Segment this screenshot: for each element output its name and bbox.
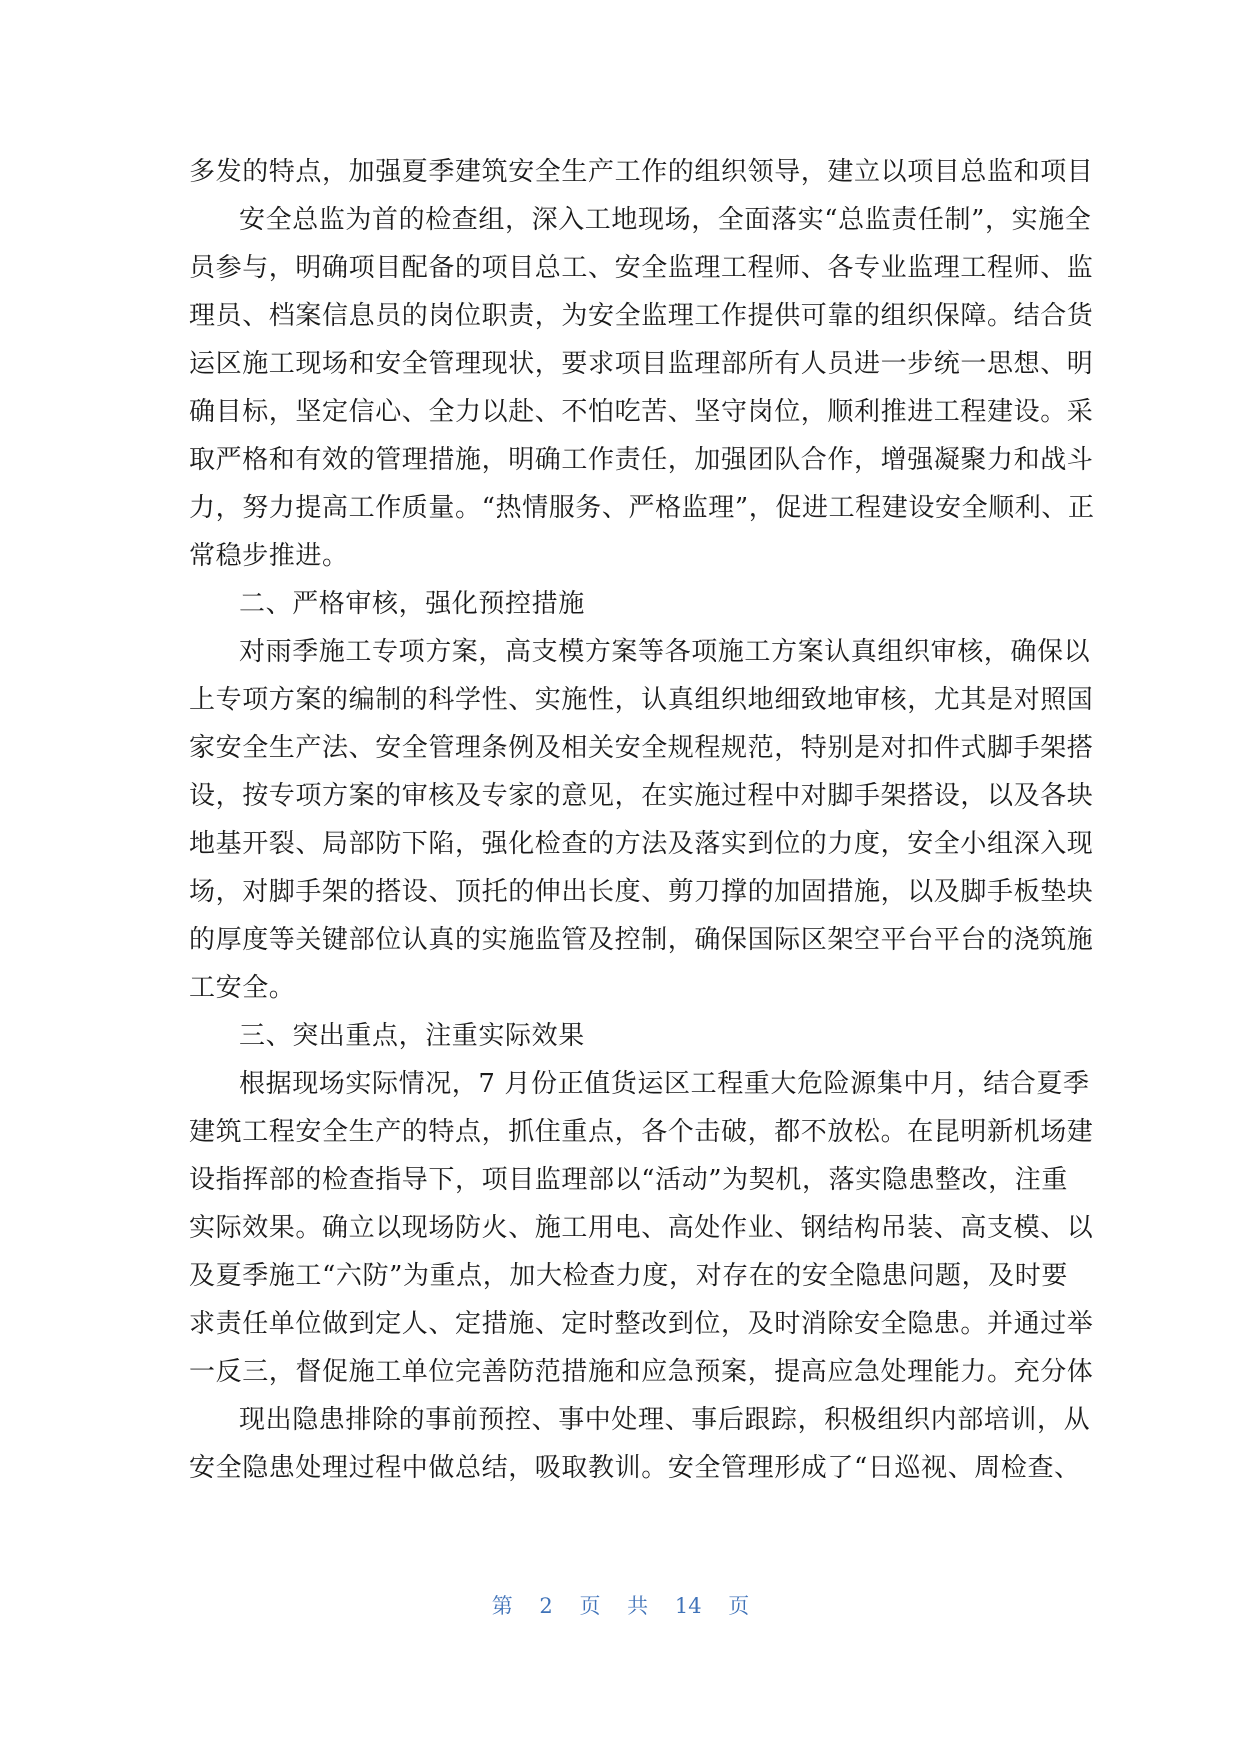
footer-page-number: 2 — [539, 1594, 553, 1618]
text-line: 员参与，明确项目配备的项目总工、安全监理工程师、各专业监理工程师、监 — [189, 253, 1094, 283]
text-line: 取严格和有效的管理措施，明确工作责任，加强团队合作，增强凝聚力和战斗 — [189, 445, 1094, 475]
text-line: 理员、档案信息员的岗位职责，为安全监理工作提供可靠的组织保障。结合货 — [189, 301, 1094, 331]
text-line: 工安全。 — [189, 973, 296, 1003]
footer-total-pages: 14 — [674, 1594, 702, 1618]
text-line: 求责任单位做到定人、定措施、定时整改到位，及时消除安全隐患。并通过举 — [189, 1309, 1094, 1339]
footer-ye2: 页 — [728, 1594, 750, 1618]
text-line: 根据现场实际情况，7 月份正值货运区工程重大危险源集中月，结合夏季 — [239, 1069, 1090, 1099]
section-heading: 三、突出重点，注重实际效果 — [239, 1021, 585, 1051]
text-line: 确目标，坚定信心、全力以赴、不怕吃苦、坚守岗位，顺利推进工程建设。采 — [189, 397, 1094, 427]
text-line: 上专项方案的编制的科学性、实施性，认真组织地细致地审核，尤其是对照国 — [189, 685, 1094, 715]
text-line: 对雨季施工专项方案，高支模方案等各项施工方案认真组织审核，确保以 — [239, 637, 1091, 667]
text-line: 一反三，督促施工单位完善防范措施和应急预案，提高应急处理能力。充分体 — [189, 1357, 1094, 1387]
text-line: 实际效果。确立以现场防火、施工用电、高处作业、钢结构吊装、高支模、以 — [189, 1213, 1094, 1243]
footer-ye: 页 — [579, 1594, 601, 1618]
page-footer — [0, 1590, 1241, 1620]
text-line: 场，对脚手架的搭设、顶托的伸出长度、剪刀撑的加固措施，以及脚手板垫块 — [189, 877, 1094, 907]
text-line: 运区施工现场和安全管理现状，要求项目监理部所有人员进一步统一思想、明 — [189, 349, 1094, 379]
text-line: 及夏季施工“六防”为重点，加大检查力度，对存在的安全隐患问题，及时要 — [189, 1261, 1068, 1291]
text-line: 多发的特点，加强夏季建筑安全生产工作的组织领导，建立以项目总监和项目 — [189, 157, 1094, 187]
text-line: 设指挥部的检查指导下，项目监理部以“活动”为契机，落实隐患整改，注重 — [189, 1165, 1068, 1195]
text-line: 现出隐患排除的事前预控、事中处理、事后跟踪，积极组织内部培训，从 — [239, 1405, 1091, 1435]
text-line: 建筑工程安全生产的特点，抓住重点，各个击破，都不放松。在昆明新机场建 — [189, 1117, 1094, 1147]
footer-di: 第 — [491, 1594, 513, 1618]
text-line: 的厚度等关键部位认真的实施监管及控制，确保国际区架空平台平台的浇筑施 — [189, 925, 1094, 955]
text-line: 设，按专项方案的审核及专家的意见，在实施过程中对脚手架搭设，以及各块 — [189, 781, 1094, 811]
footer-gong: 共 — [627, 1594, 649, 1618]
text-line: 地基开裂、局部防下陷，强化检查的方法及落实到位的力度，安全小组深入现 — [189, 829, 1094, 859]
text-line: 家安全生产法、安全管理条例及相关安全规程规范，特别是对扣件式脚手架搭 — [189, 733, 1094, 763]
text-line: 安全隐患处理过程中做总结，吸取教训。安全管理形成了“日巡视、周检查、 — [189, 1453, 1081, 1483]
text-line: 安全总监为首的检查组，深入工地现场，全面落实“总监责任制”，实施全 — [239, 205, 1092, 235]
text-line: 常稳步推进。 — [189, 541, 349, 571]
text-line: 力，努力提高工作质量。“热情服务、严格监理”，促进工程建设安全顺利、正 — [189, 493, 1095, 523]
section-heading: 二、严格审核，强化预控措施 — [239, 589, 585, 619]
